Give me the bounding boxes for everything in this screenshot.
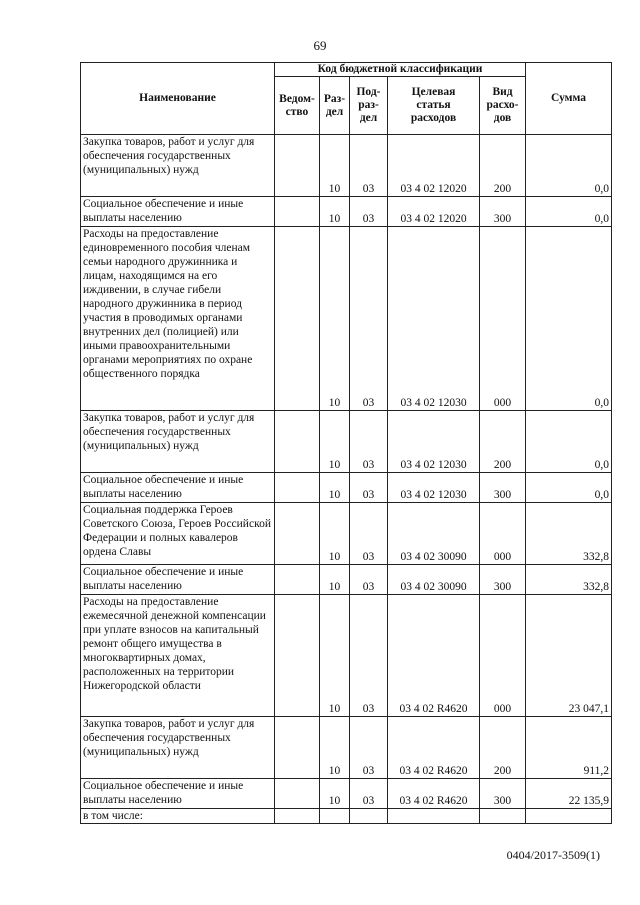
row-sum: 22 135,9 (526, 779, 612, 809)
row-vedomstvo (275, 411, 320, 473)
row-vid (480, 809, 526, 824)
header-sum: Сумма (526, 63, 612, 135)
table-row (81, 595, 612, 717)
table-row (81, 135, 612, 197)
row-sum: 0,0 (526, 135, 612, 197)
row-celevaya: 03 4 02 12030 (388, 227, 480, 411)
row-razdel: 10 (320, 717, 350, 779)
header-vedomstvo: Ведом- ство (275, 77, 320, 135)
row-podrazdel: 03 (350, 473, 388, 503)
row-name: Расходы на предоставление единовременного пособия членам семьи народного дружинника и лицам, находящимся на его иждивении, в случае гибели народного дружинника в период участия в проводимых органами внутренних дел (полицией) или иными правоохранительными органами мероприятиях по охране общественного порядка (81, 227, 275, 411)
row-vid: 000 (480, 503, 526, 565)
header-row-top (81, 63, 612, 77)
row-celevaya (388, 809, 480, 824)
row-vid: 300 (480, 473, 526, 503)
row-podrazdel: 03 (350, 717, 388, 779)
table-row (81, 227, 612, 411)
row-vedomstvo (275, 197, 320, 227)
row-vid: 300 (480, 779, 526, 809)
row-celevaya: 03 4 02 R4620 (388, 779, 480, 809)
row-sum: 0,0 (526, 197, 612, 227)
header-razdel: Раз- дел (320, 77, 350, 135)
row-celevaya: 03 4 02 30090 (388, 565, 480, 595)
row-podrazdel: 03 (350, 135, 388, 197)
row-razdel: 10 (320, 595, 350, 717)
row-celevaya: 03 4 02 30090 (388, 503, 480, 565)
row-sum: 332,8 (526, 565, 612, 595)
row-vedomstvo (275, 809, 320, 824)
table-row (81, 779, 612, 809)
table-row (81, 411, 612, 473)
row-razdel: 10 (320, 197, 350, 227)
row-vid: 200 (480, 717, 526, 779)
header-group-code: Код бюджетной классификации (275, 63, 526, 77)
header-celevaya: Целевая статья расходов (388, 77, 480, 135)
row-celevaya: 03 4 02 12030 (388, 411, 480, 473)
row-sum: 911,2 (526, 717, 612, 779)
row-name: Социальная поддержка Героев Советского Союза, Героев Российской Федерации и полных кавалеров ордена Славы (81, 503, 275, 565)
row-celevaya: 03 4 02 12020 (388, 197, 480, 227)
row-celevaya: 03 4 02 12030 (388, 473, 480, 503)
row-vid: 300 (480, 565, 526, 595)
row-razdel (320, 809, 350, 824)
row-sum: 0,0 (526, 473, 612, 503)
row-razdel: 10 (320, 779, 350, 809)
row-sum (526, 809, 612, 824)
row-vedomstvo (275, 779, 320, 809)
row-podrazdel: 03 (350, 565, 388, 595)
table-row (81, 717, 612, 779)
row-name: Социальное обеспечение и иные выплаты населению (81, 197, 275, 227)
row-vid: 000 (480, 595, 526, 717)
row-name: Социальное обеспечение и иные выплаты населению (81, 565, 275, 595)
row-name: Закупка товаров, работ и услуг для обеспечения государственных (муниципальных) нужд (81, 411, 275, 473)
table-header (81, 63, 612, 135)
row-vedomstvo (275, 135, 320, 197)
budget-table (80, 62, 612, 824)
document-code: 0404/2017-3509(1) (506, 848, 600, 862)
row-vedomstvo (275, 595, 320, 717)
row-vid: 200 (480, 135, 526, 197)
table-row (81, 197, 612, 227)
row-vid: 300 (480, 197, 526, 227)
row-podrazdel: 03 (350, 227, 388, 411)
row-podrazdel: 03 (350, 503, 388, 565)
table-row (81, 809, 612, 824)
row-sum: 23 047,1 (526, 595, 612, 717)
row-vedomstvo (275, 717, 320, 779)
row-vedomstvo (275, 503, 320, 565)
row-podrazdel: 03 (350, 779, 388, 809)
table-row (81, 503, 612, 565)
row-celevaya: 03 4 02 R4620 (388, 717, 480, 779)
row-razdel: 10 (320, 473, 350, 503)
row-vid: 200 (480, 411, 526, 473)
row-sum: 0,0 (526, 411, 612, 473)
row-sum: 332,8 (526, 503, 612, 565)
row-name: Социальное обеспечение и иные выплаты населению (81, 473, 275, 503)
row-name: Закупка товаров, работ и услуг для обеспечения государственных (муниципальных) нужд (81, 135, 275, 197)
row-name: Закупка товаров, работ и услуг для обеспечения государственных (муниципальных) нужд (81, 717, 275, 779)
row-celevaya: 03 4 02 12020 (388, 135, 480, 197)
row-name: Расходы на предоставление ежемесячной денежной компенсации при уплате взносов на капитальный ремонт общего имущества в многоквартирных домах, расположенных на территории Нижегородской области (81, 595, 275, 717)
row-celevaya: 03 4 02 R4620 (388, 595, 480, 717)
row-razdel: 10 (320, 227, 350, 411)
row-podrazdel: 03 (350, 411, 388, 473)
row-podrazdel: 03 (350, 197, 388, 227)
row-vid: 000 (480, 227, 526, 411)
table-row (81, 565, 612, 595)
table-row (81, 473, 612, 503)
row-name: в том числе: (81, 809, 275, 824)
table-body (81, 135, 612, 824)
row-podrazdel: 03 (350, 595, 388, 717)
header-name: Наименование (81, 63, 275, 135)
row-podrazdel (350, 809, 388, 824)
row-name: Социальное обеспечение и иные выплаты населению (81, 779, 275, 809)
row-vedomstvo (275, 227, 320, 411)
row-sum: 0,0 (526, 227, 612, 411)
row-razdel: 10 (320, 135, 350, 197)
row-razdel: 10 (320, 503, 350, 565)
header-podrazdel: Под- раз- дел (350, 77, 388, 135)
header-vid: Вид расхо- дов (480, 77, 526, 135)
page-number: 69 (313, 38, 327, 53)
row-vedomstvo (275, 473, 320, 503)
row-razdel: 10 (320, 411, 350, 473)
row-razdel: 10 (320, 565, 350, 595)
row-vedomstvo (275, 565, 320, 595)
